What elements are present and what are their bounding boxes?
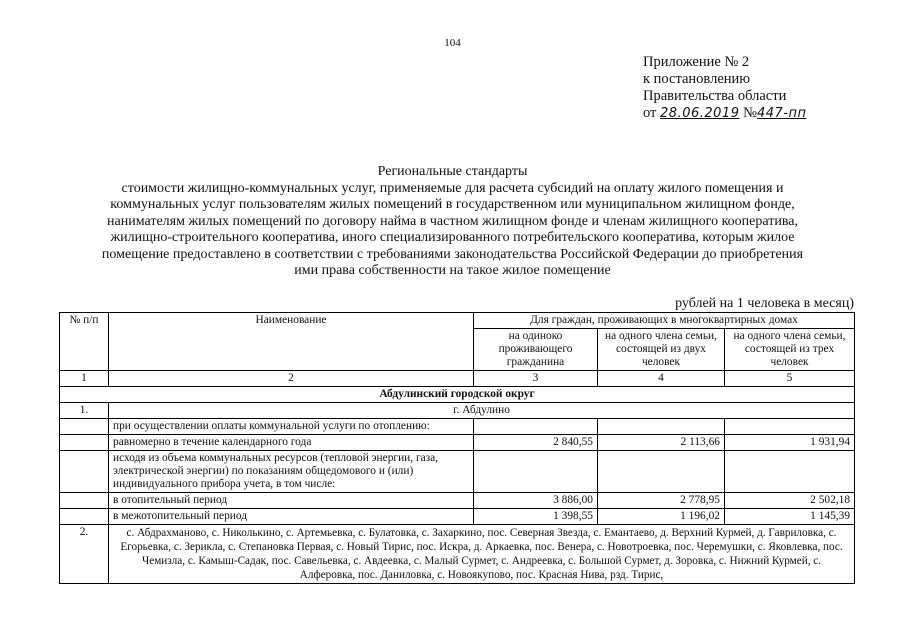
handwritten-number: 447-пп <box>756 106 807 121</box>
standards-table <box>59 312 855 584</box>
col-number: 4 <box>598 371 725 387</box>
off-value-two: 1 196,02 <box>598 509 725 525</box>
column-numbers-row <box>60 371 855 387</box>
header-col5: на одного члена семьи, состоящей из трех человек <box>725 329 855 371</box>
empty-cell <box>60 493 109 509</box>
appendix-date-line <box>643 105 806 122</box>
title-line: нанимателям жилых помещений по договору найма в частном жилищном фонде и членам жилищного кооператива, <box>107 213 798 229</box>
uniform-value-three: 1 931,94 <box>725 435 855 451</box>
col-number: 1 <box>60 371 109 387</box>
uniform-value-two: 2 113,66 <box>598 435 725 451</box>
appendix-line1: Приложение № 2 <box>643 54 750 70</box>
heating-value-three: 2 502,18 <box>725 493 855 509</box>
number-label: № <box>743 105 757 121</box>
from-label: от <box>643 105 657 121</box>
empty-cell <box>725 451 855 493</box>
by-volume-row <box>60 451 855 493</box>
title-line: коммунальных услуг пользователям жилых помещений в государственном или муниципальном жилищном фонде, <box>110 197 795 212</box>
unit-note: рублей на 1 человека в месяц) <box>675 296 854 311</box>
title-line: помещение предоставлено в соответствии с требованиями законодательства Российской Федерации до приобретения <box>101 246 804 262</box>
page-number: 104 <box>444 37 461 49</box>
empty-cell <box>598 419 725 435</box>
by-volume-label: исходя из объема коммунальных ресурсов (тепловой энергии, газа, электрической энергии) по показаниям общедомового и (или) индивидуального прибора учета, в том числе: <box>109 451 474 493</box>
off-period-row <box>60 509 855 525</box>
empty-cell <box>725 419 855 435</box>
villages-list: с. Абдрахманово, с. Николькино, с. Артемьевка, с. Булатовка, с. Захаркино, пос. Северная Звезда, с. Емантаево, д. Верхний Курмей, д. Гавриловка, с. Егорьевка, с. Зерикла, с. Степановка Первая, с. Новый Тирис, пос. Искра, д. Аркаевка, пос. Венера, с. Новотроевка, пос. Черемушки, с. Яковлевка, пос. Чемизла, с. Камыш-Садак, пос. Савельевка, с. Авдеевка, с. Малый Сурмет, с. Андреевка, с. Большой Сурмет, д. Зоровка, с. Нижний Курмей, с. Алферовка, пос. Даниловка, с. Новоякупово, пос. Красная Нива, рзд. Тирис, <box>109 525 855 584</box>
title-line: Региональные стандарты <box>377 164 528 179</box>
header-col3: на одиноко проживающего гражданина <box>474 329 598 371</box>
off-value-single: 1 398,55 <box>474 509 598 525</box>
villages-row <box>60 525 855 584</box>
appendix-block <box>643 54 806 122</box>
empty-cell <box>60 451 109 493</box>
col-number: 2 <box>109 371 474 387</box>
header-col4: на одного члена семьи, состоящей из двух человек <box>598 329 725 371</box>
appendix-line2: к постановлению <box>643 71 751 87</box>
district-name: Абдулинский городской округ <box>60 387 855 403</box>
heating-period-row <box>60 493 855 509</box>
city-row <box>60 403 855 419</box>
empty-cell <box>598 451 725 493</box>
row-num: 1. <box>60 403 109 419</box>
district-row <box>60 387 855 403</box>
header-num: № п/п <box>60 313 109 371</box>
uniform-row <box>60 435 855 451</box>
empty-cell <box>60 509 109 525</box>
row-num: 2. <box>60 525 109 584</box>
handwritten-date: 28.06.2019 <box>660 106 740 121</box>
uniform-value-single: 2 840,55 <box>474 435 598 451</box>
header-group: Для граждан, проживающих в многоквартирных домах <box>474 313 855 329</box>
header-row <box>60 313 855 329</box>
empty-cell <box>60 419 109 435</box>
city-name: г. Абдулино <box>109 403 855 419</box>
empty-cell <box>474 451 598 493</box>
document-title <box>60 164 845 280</box>
heating-label: при осуществлении оплаты коммунальной услуги по отоплению: <box>109 419 474 435</box>
heating-label-row <box>60 419 855 435</box>
off-value-three: 1 145,39 <box>725 509 855 525</box>
off-period-label: в межотопительный период <box>109 509 474 525</box>
col-number: 3 <box>474 371 598 387</box>
appendix-line3: Правительства области <box>643 88 787 104</box>
empty-cell <box>474 419 598 435</box>
title-line: жилищно-строительного кооператива, иного специализированного потребительского кооператива, которым жилое <box>110 230 795 245</box>
heating-period-label: в отопительный период <box>109 493 474 509</box>
uniform-label: равномерно в течение календарного года <box>109 435 474 451</box>
title-line: ими права собственности на такое жилое помещение <box>294 263 611 278</box>
header-name: Наименование <box>109 313 474 371</box>
col-number: 5 <box>725 371 855 387</box>
heating-value-two: 2 778,95 <box>598 493 725 509</box>
heating-value-single: 3 886,00 <box>474 493 598 509</box>
title-line: стоимости жилищно-коммунальных услуг, применяемые для расчета субсидий на оплату жилого помещения и <box>121 180 784 196</box>
empty-cell <box>60 435 109 451</box>
